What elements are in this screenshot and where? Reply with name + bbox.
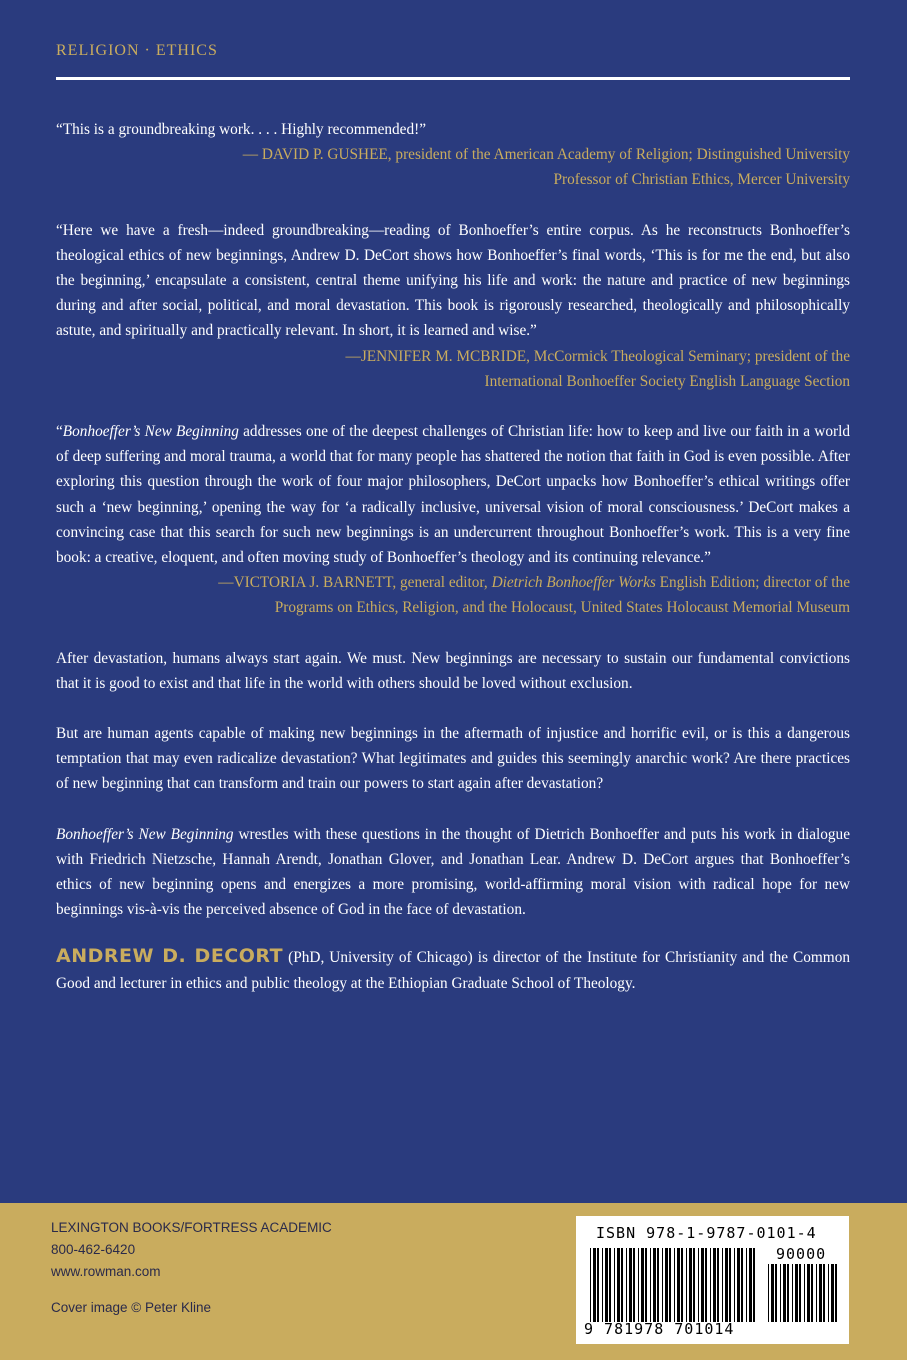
barcode-bar [641, 1248, 644, 1322]
endorsement-attribution-2a: —JENNIFER M. MCBRIDE, McCormick Theological Seminary; president of the [345, 347, 850, 365]
barcode-bar [677, 1248, 680, 1322]
barcode-bar [795, 1264, 798, 1322]
attr-3-italic: Dietrich Bonhoeffer Works [491, 574, 656, 592]
barcode-bar [823, 1264, 825, 1322]
barcode-bar [650, 1248, 651, 1322]
barcode-bar [746, 1248, 747, 1322]
barcode-digits: 9 781978 701014 [584, 1320, 735, 1338]
book-title-italic-2: Bonhoeffer’s New Beginning [56, 825, 234, 843]
barcode-bar [621, 1248, 623, 1322]
barcode-bar [783, 1264, 786, 1322]
barcode-bar [741, 1248, 743, 1322]
barcode-bar [662, 1248, 663, 1322]
barcode-bar [737, 1248, 740, 1322]
barcode-bar [734, 1248, 735, 1322]
barcode-bar [617, 1248, 620, 1322]
barcode-bar [693, 1248, 695, 1322]
endorsement-quote-2: “Here we have a fresh—indeed groundbreaking—reading of Bonhoeffer’s entire corpus. As he reconstructs Bonhoeffer’s theological ethics of new beginnings, Andrew D. DeCort shows how Bonhoeffer’s final words, ‘This is for me the end, but also the beginning,’ encapsulate a consistent, central theme unifying his life and work: the nature and practice of new beginnings during and after social, political, and moral devastation. This book is rigorously researched, theologically and philosophically astute, and spiritually and practically relevant. In short, it is learned and wise.” [56, 221, 850, 340]
author-bio [56, 944, 850, 995]
barcode-bar [705, 1248, 707, 1322]
barcode-bar [593, 1248, 596, 1322]
header-rule [56, 77, 850, 80]
barcode-bar [713, 1248, 716, 1322]
barcode-bar [768, 1264, 769, 1322]
barcode-bar [614, 1248, 615, 1322]
barcode-bar [645, 1248, 647, 1322]
endorsement-attribution-3a [56, 570, 850, 595]
barcode-bar [799, 1264, 801, 1322]
author-name: ANDREW D. DECORT [56, 945, 284, 968]
barcode-bar [657, 1248, 659, 1322]
endorsement-attribution-3b: Programs on Ethics, Religion, and the Holocaust, United States Holocaust Memorial Museum [274, 599, 850, 617]
barcode-bar [633, 1248, 635, 1322]
barcode-bar [804, 1264, 805, 1322]
isbn-text: ISBN 978-1-9787-0101-4 [596, 1224, 817, 1242]
barcode-bar [605, 1248, 608, 1322]
attr-3-pre: —VICTORIA J. BARNETT, general editor, [218, 574, 492, 592]
barcode-bar [771, 1264, 774, 1322]
barcode-bar [674, 1248, 675, 1322]
barcode-bar [831, 1264, 834, 1322]
barcode-bar [626, 1248, 627, 1322]
publisher-phone: 800-462-6420 [51, 1242, 136, 1257]
book-title-italic: Bonhoeffer’s New Beginning [62, 423, 239, 441]
publisher-website: www.rowman.com [51, 1264, 161, 1279]
endorsement-quote-3 [56, 419, 850, 570]
category-label: RELIGION · ETHICS [56, 42, 218, 59]
description-paragraph-1: After devastation, humans always start again. We must. New beginnings are necessary to sustain our fundamental convictions that it is good to exist and that life in the world with others should be loved without exclusion. [56, 649, 850, 692]
barcode-bar [653, 1248, 656, 1322]
publisher-name: LEXINGTON BOOKS/FORTRESS ACADEMIC [51, 1220, 332, 1235]
quote-open-mark: “ [56, 423, 63, 441]
barcode-bar [597, 1248, 599, 1322]
barcode-bar [701, 1248, 704, 1322]
back-cover-content [56, 117, 850, 996]
barcode-addon-number: 90000 [776, 1245, 827, 1263]
endorsement-attribution-1a: — DAVID P. GUSHEE, president of the American Academy of Religion; Distinguished University [242, 146, 850, 164]
barcode-bar [681, 1248, 683, 1322]
barcode-bar [717, 1248, 719, 1322]
attr-3-post: English Edition; director of the [655, 574, 850, 592]
barcode-bar [819, 1264, 822, 1322]
barcode-bar [828, 1264, 829, 1322]
description-paragraph-3 [56, 822, 850, 923]
barcode-bar [835, 1264, 837, 1322]
barcode-bar [602, 1248, 603, 1322]
quote-3-text: addresses one of the deepest challenges of Christian life: how to keep and live our faith in a world of deep suffering and moral trauma, a world that for many people has shattered the notion that faith in God is even possible. After exploring this question through the work of four major philosophers, DeCort unpacks how Bonhoeffer’s ethical writings offer such a ‘new beginning,’ opening the way for ‘a radically inclusive, universal vision of moral consciousness.’ DeCort makes a convincing case that this search for such new beginnings is an undercurrent throughout Bonhoeffer’s work. This is a very fine book: a creative, eloquent, and often moving study of Bonhoeffer’s theology and its continuing relevance.” [56, 423, 850, 567]
barcode-bar [807, 1264, 810, 1322]
barcode-bar [669, 1248, 671, 1322]
barcode-bar [787, 1264, 789, 1322]
barcode-bar [609, 1248, 611, 1322]
barcode-bar [749, 1248, 752, 1322]
barcode-bar [590, 1248, 591, 1322]
author-bio-text: (PhD, University of Chicago) is director of the Institute for Christianity and the Common Good and lecturer in ethics and public theology at the Ethiopian Graduate School of Theology. [56, 949, 850, 992]
barcode-bar [780, 1264, 781, 1322]
barcode-bar [629, 1248, 632, 1322]
endorsement-attribution-1b: Professor of Christian Ethics, Mercer University [553, 171, 850, 189]
barcode-bar [710, 1248, 711, 1322]
barcode-bar [686, 1248, 687, 1322]
barcode-main-bars [590, 1248, 760, 1322]
barcode-bar [775, 1264, 777, 1322]
isbn-barcode [576, 1216, 849, 1344]
barcode-addon-bars [768, 1264, 838, 1322]
barcode-bar [753, 1248, 755, 1322]
barcode-bar [725, 1248, 728, 1322]
cover-image-credit: Cover image © Peter Kline [51, 1300, 212, 1315]
description-paragraph-3-text: wrestles with these questions in the thought of Dietrich Bonhoeffer and puts his work in dialogue with Friedrich Nietzsche, Hannah Arendt, Jonathan Glover, and Jonathan Lear. Andrew D. DeCort argues that Bonhoeffer’s ethics of new beginning opens and energizes a more promising, world-affirming moral vision with radical hope for new beginnings vis-à-vis the perceived absence of God in the face of devastation. [56, 825, 850, 919]
publisher-info [51, 1217, 332, 1283]
endorsement-attribution-2b: International Bonhoeffer Society English Language Section [484, 372, 850, 390]
barcode-bar [811, 1264, 813, 1322]
barcode-bar [698, 1248, 699, 1322]
barcode-bar [689, 1248, 692, 1322]
barcode-bar [665, 1248, 668, 1322]
barcode-bar [792, 1264, 793, 1322]
barcode-bar [816, 1264, 817, 1322]
barcode-bar [729, 1248, 731, 1322]
barcode-bar [638, 1248, 639, 1322]
barcode-bar [722, 1248, 723, 1322]
description-paragraph-2: But are human agents capable of making new beginnings in the aftermath of injustice and horrific evil, or is this a dangerous temptation that may even radicalize devastation? What legitimates and guides this seemingly anarchic work? Are there practices of new beginning that can transform and train our powers to start again after devastation? [56, 725, 850, 793]
endorsement-quote-1: “This is a groundbreaking work. . . . Highly recommended!” [56, 121, 427, 138]
